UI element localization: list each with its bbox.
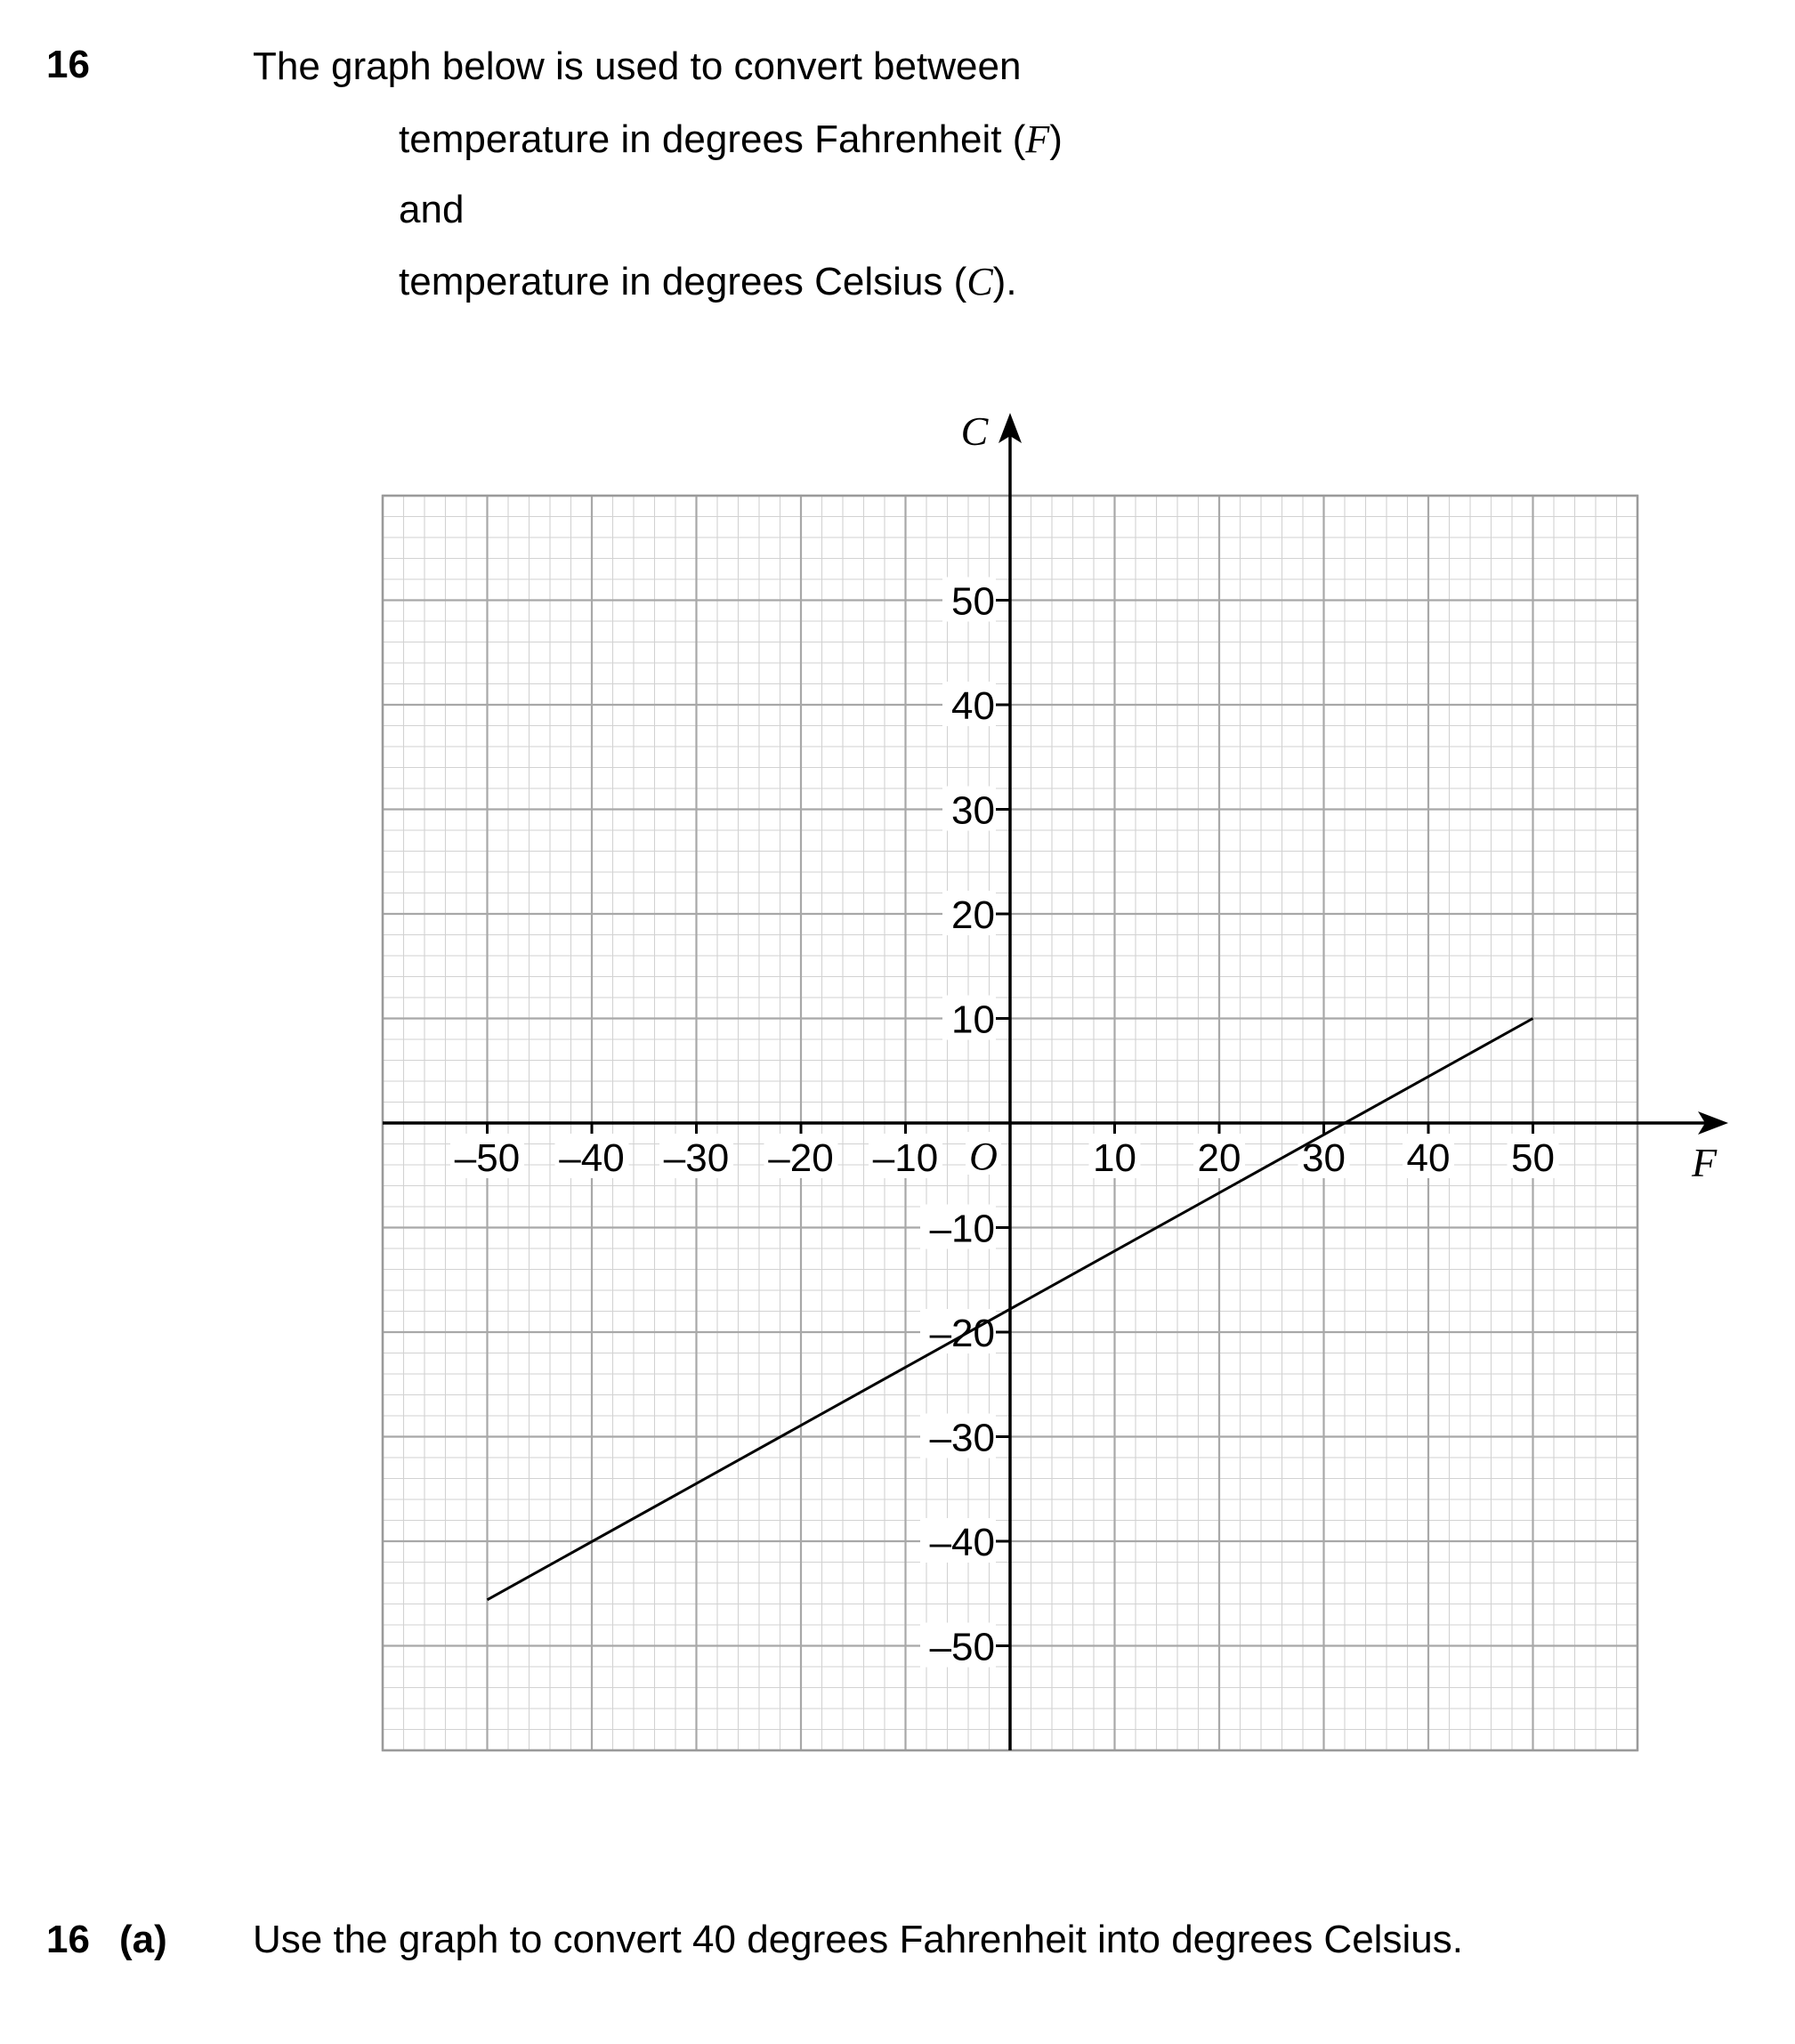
celsius-close: ). [992, 260, 1017, 303]
and-line: and [399, 188, 465, 231]
y-tick-label: 20 [951, 893, 995, 937]
x-tick-label: –30 [663, 1136, 730, 1180]
x-tick-label: 50 [1511, 1136, 1555, 1180]
part-a-question-number: 16 [46, 1918, 90, 1961]
x-tick-label: –20 [768, 1136, 834, 1180]
y-tick-label: –10 [929, 1207, 995, 1251]
y-tick-label: 50 [951, 579, 995, 624]
x-tick-label: 10 [1093, 1136, 1136, 1180]
x-tick-label: 40 [1406, 1136, 1451, 1180]
y-tick-label: 40 [951, 684, 995, 728]
x-tick-label: –50 [454, 1136, 521, 1180]
origin-label: O [969, 1135, 998, 1178]
y-tick-label: –30 [929, 1416, 995, 1460]
x-axis-label: F [1691, 1140, 1718, 1185]
y-tick-label: 10 [951, 998, 995, 1042]
x-tick-label: –40 [559, 1136, 625, 1180]
fahrenheit-close: ) [1049, 117, 1063, 161]
celsius-text: temperature in degrees Celsius ( [399, 260, 967, 303]
x-tick-label: –10 [872, 1136, 939, 1180]
fahrenheit-text: temperature in degrees Fahrenheit ( [399, 117, 1026, 161]
question-intro: The graph below is used to convert between [253, 44, 1022, 88]
y-tick-label: –40 [929, 1521, 995, 1564]
fahrenheit-variable: F [1025, 117, 1050, 161]
x-tick-label: 20 [1197, 1136, 1241, 1180]
y-tick-label: –20 [929, 1312, 995, 1355]
question-number: 16 [46, 43, 90, 86]
x-tick-label: 30 [1302, 1136, 1346, 1180]
celsius-variable: C [966, 260, 993, 303]
tick-labels [455, 408, 1718, 1669]
part-a-text: Use the graph to convert 40 degrees Fahrenheit into degrees Celsius. [253, 1918, 1463, 1961]
part-a-label: (a) [119, 1918, 167, 1961]
y-tick-label: 30 [951, 788, 995, 833]
y-axis-label: C [960, 408, 989, 454]
y-tick-label: –50 [929, 1625, 995, 1669]
